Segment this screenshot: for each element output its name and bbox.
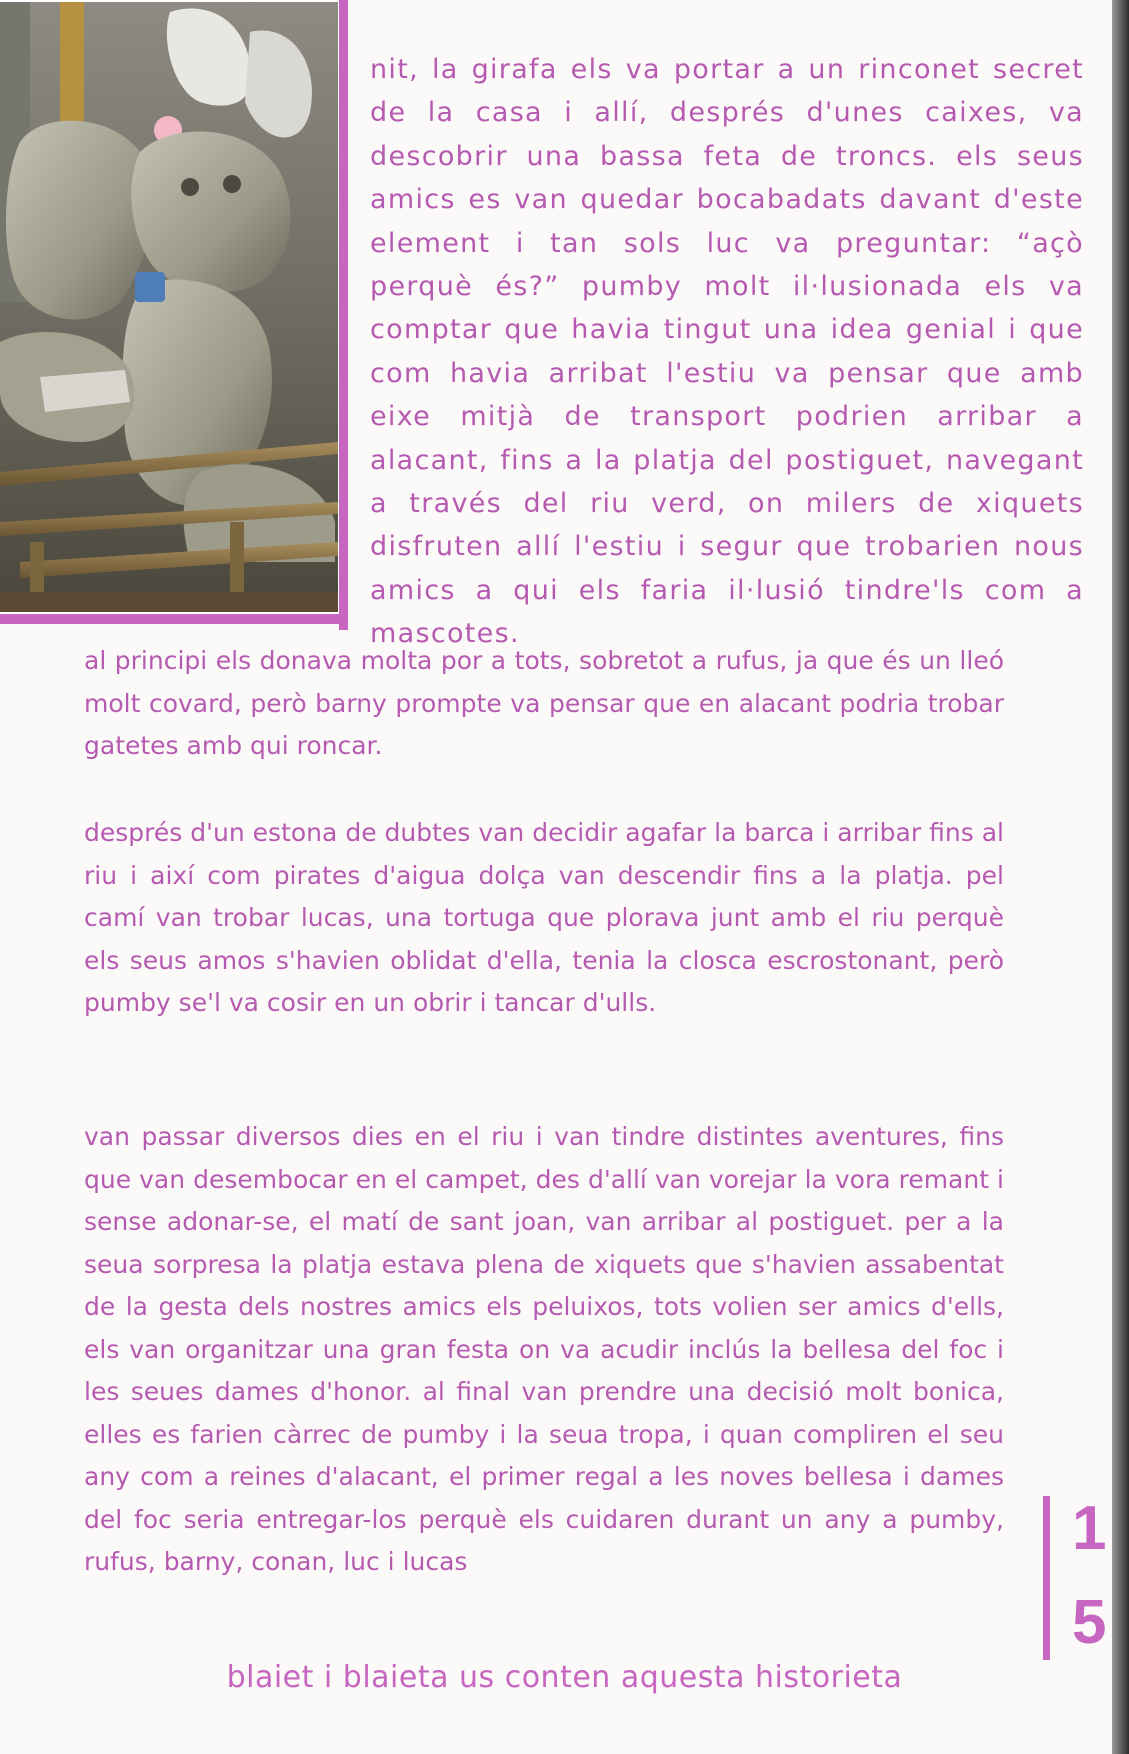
page-number-bar: [1043, 1496, 1050, 1660]
story-paragraph-2: al principi els donava molta por a tots, sobretot a rufus, ja que és un lleó molt covard, però barny prompte va pensar que en alacant podria trobar gatetes amb qui roncar.: [84, 646, 1004, 760]
story-paragraph-top: nit, la girafa els va portar a un rinconet secret de la casa i allí, després d'unes caixes, va descobrir una bassa feta de troncs. els seus amics es van quedar bocabadats davant d'este element i tan sols luc va preguntar: “açò perquè és?” pumby molt il·lusionada els va comptar que havia tingut una idea genial i que com havia arribat l'estiu va pensar que amb eixe mitjà de transport podrien arribar a alacant, fins a la platja del postiguet, navegant a través del riu verd, on milers de xiquets disfruten allí l'estiu i segur que trobarien nous amics a qui els faria il·lusió tindre'ls com a mascotes.: [370, 54, 1084, 650]
workshop-photo-image: [0, 2, 338, 612]
photo-accent-bar-vertical: [339, 0, 348, 630]
workshop-photo: [0, 2, 338, 612]
scan-edge: [1112, 0, 1129, 1754]
story-paragraph-4: van passar diversos dies en el riu i van tindre distintes aventures, fins que van desembocar en el campet, des d'allí van vorejar la vora remant i sense adonar-se, el matí de sant joan, van arribar al postiguet. per a la seua sorpresa la platja estava plena de xiquets que s'havien assabentat de la gesta dels nostres amics els peluixos, tots volien ser amics d'ells, els van organitzar una gran festa on va acudir inclús la bellesa del foc i les seues dames d'honor. al final van prendre una decisió molt bonica, elles es farien càrrec de pumby i la seua tropa, i quan compliren el seu any com a reines d'alacant, el primer regal a les noves bellesa i dames del foc seria entregar-los perquè els cuidaren durant un any a pumby, rufus, barny, conan, luc i lucas: [84, 1122, 1004, 1576]
footer-caption: blaiet i blaieta us conten aquesta historieta: [226, 1660, 903, 1695]
photo-accent-bar-horizontal: [0, 614, 345, 624]
page-number-digit-2: 5: [1072, 1588, 1107, 1657]
story-paragraph-3: després d'un estona de dubtes van decidir agafar la barca i arribar fins al riu i així com pirates d'aigua dolça van descendir fins a la platja. pel camí van trobar lucas, una tortuga que plorava junt amb el riu perquè els seus amos s'havien oblidat d'ella, tenia la closca escrostonant, però pumby se'l va cosir en un obrir i tancar d'ulls.: [84, 818, 1004, 1017]
page-number-digit-1: 1: [1072, 1494, 1107, 1563]
